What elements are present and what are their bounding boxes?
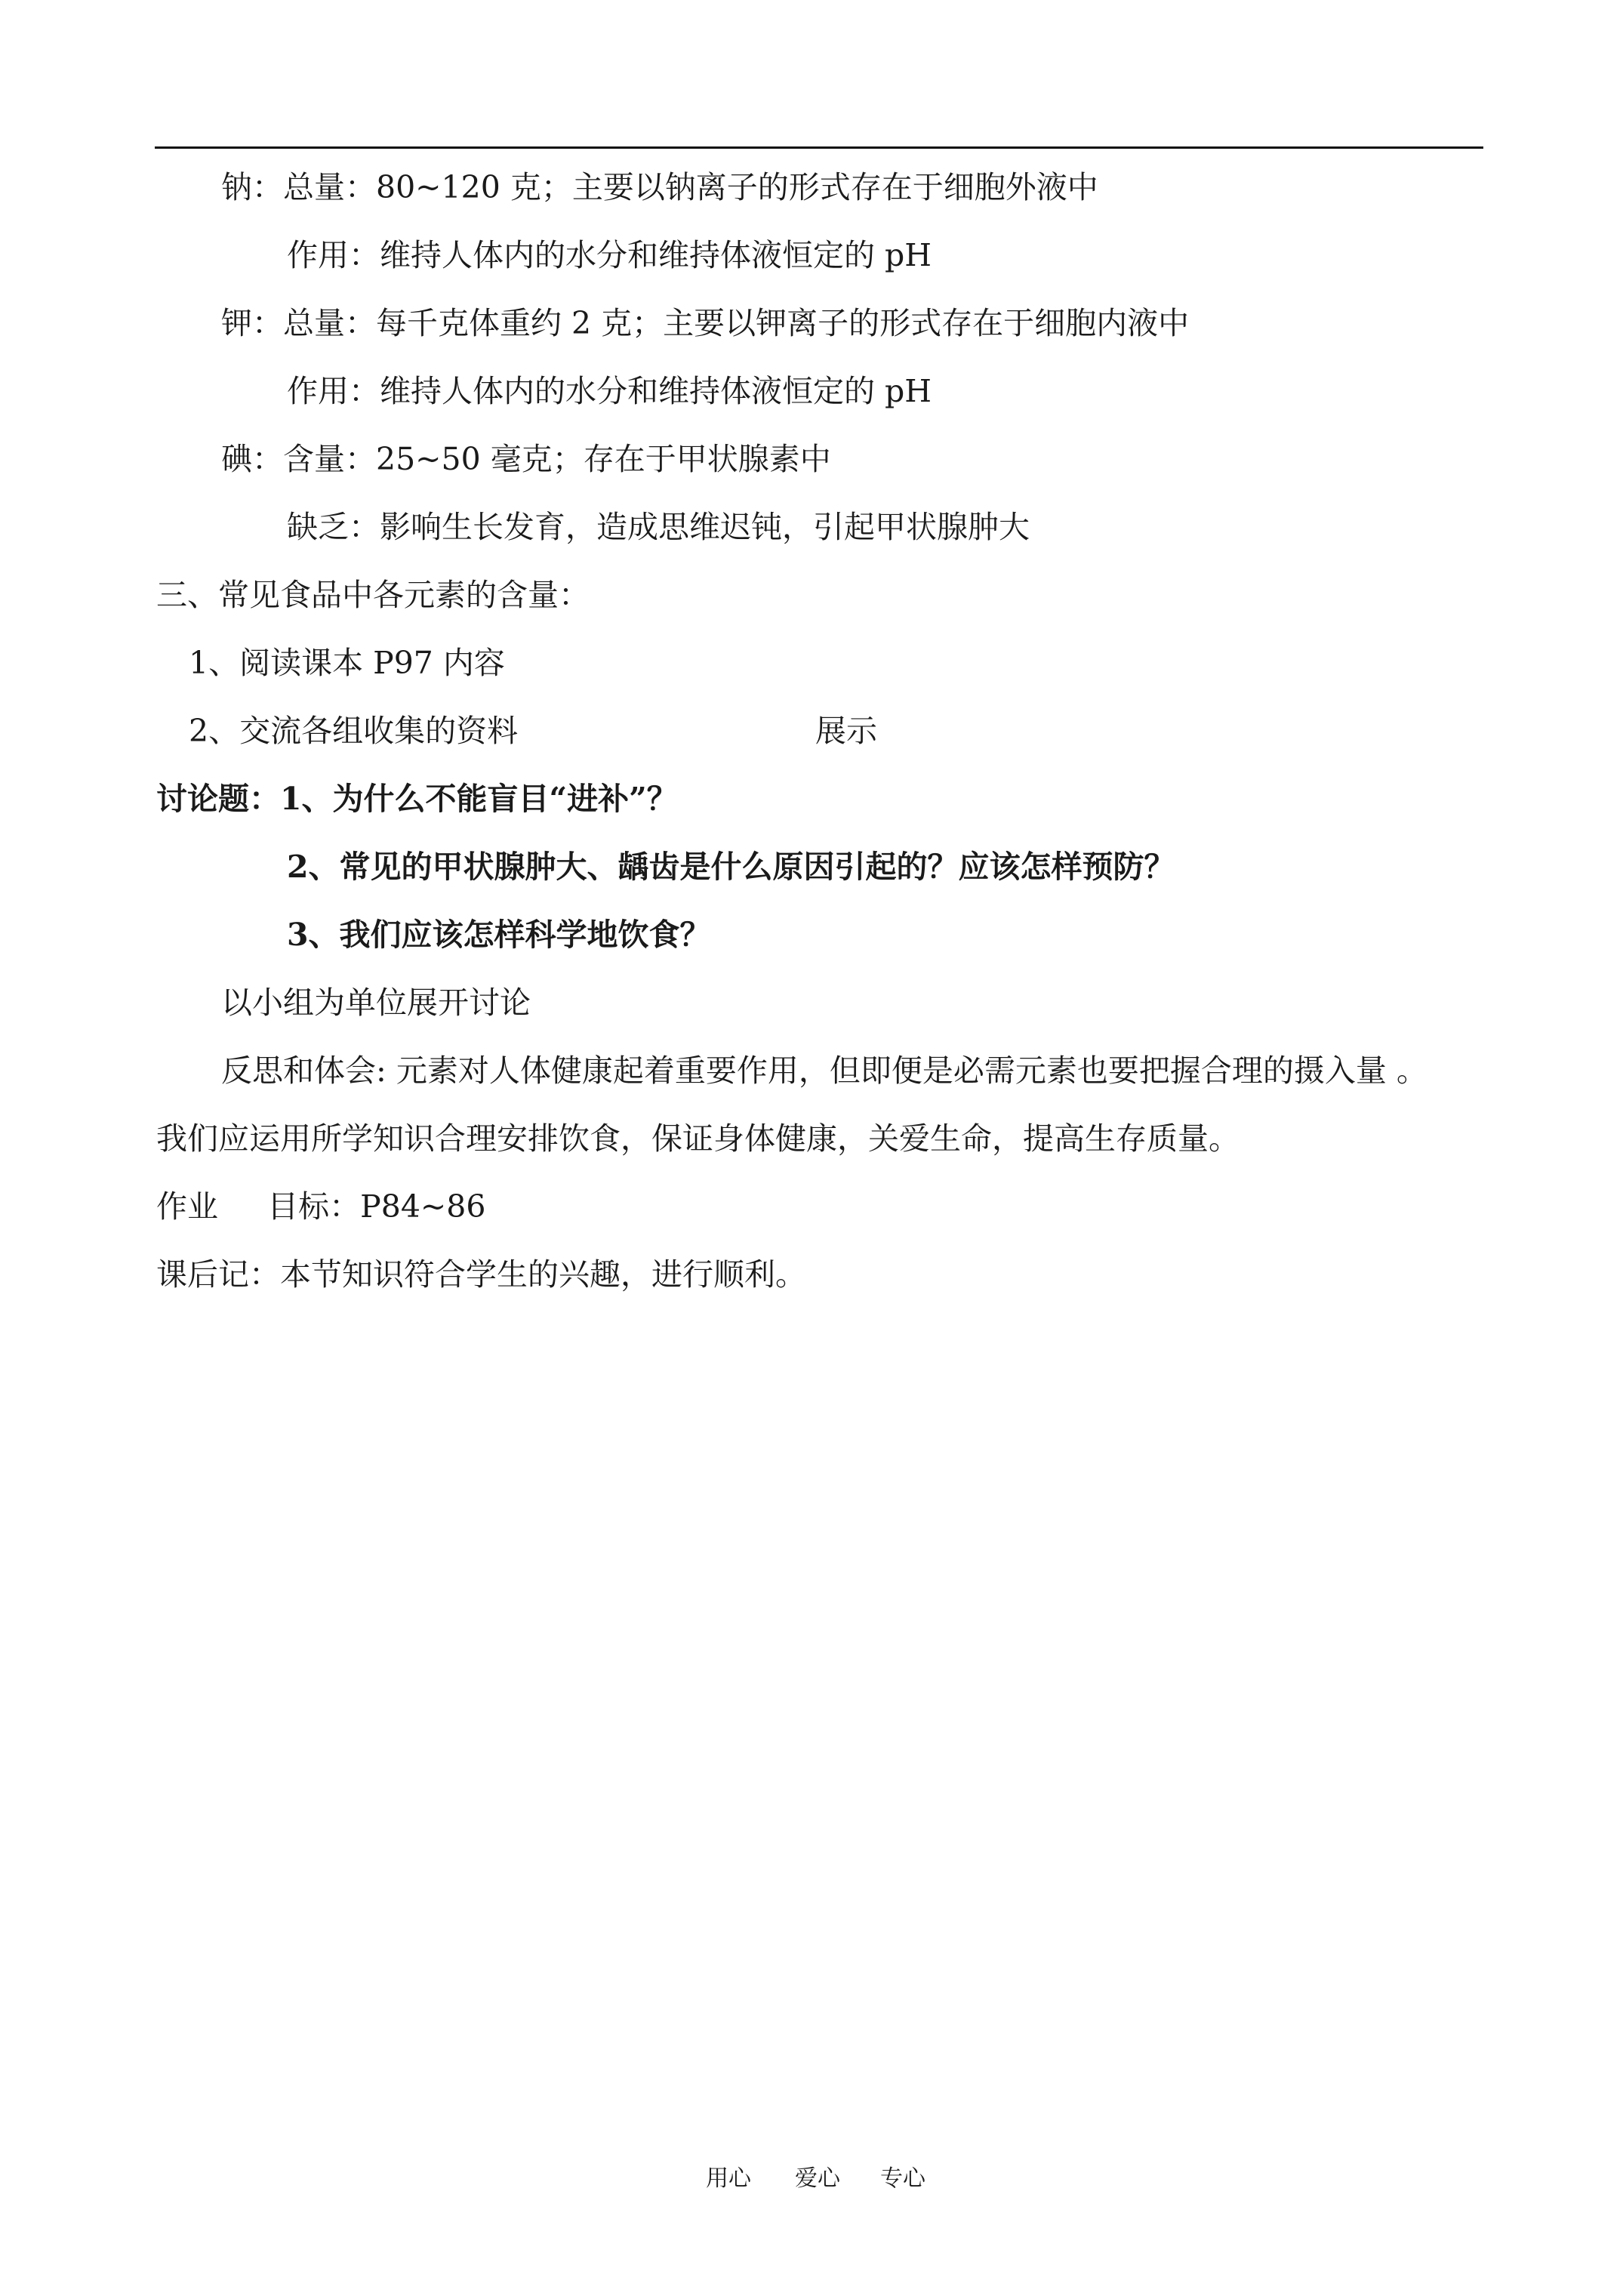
- group-discussion-line: 以小组为单位展开讨论: [221, 985, 531, 1021]
- item-1-line: 1、阅读课本 P97 内容: [189, 645, 505, 681]
- potassium-total-line: 钾：总量：每千克体重约 2 克；主要以钾离子的形式存在于细胞内液中: [221, 305, 1190, 341]
- footer-part-1: 用心: [706, 2165, 751, 2192]
- potassium-function-line: 作用：维持人体内的水分和维持体液恒定的 pH: [287, 373, 932, 409]
- reflection-line-1: 反思和体会: 元素对人体健康起着重要作用，但即便是必需元素也要把握合理的摄入量 。: [221, 1052, 1427, 1089]
- item-2-show-label: 展示: [815, 713, 877, 749]
- homework-line: 作业 目标：P84~86: [156, 1188, 486, 1225]
- header-rule: [155, 146, 1483, 149]
- discussion-question-2: 2、常见的甲状腺肿大、龋齿是什么原因引起的？应该怎样预防？: [287, 849, 1175, 885]
- discussion-question-1: 讨论题：1、为什么不能盲目“进补”？: [156, 781, 678, 817]
- reflection-line-2: 我们应运用所学知识合理安排饮食，保证身体健康，关爱生命，提高生存质量。: [156, 1120, 1240, 1157]
- iodine-content-line: 碘：含量：25~50 毫克；存在于甲状腺素中: [221, 441, 831, 477]
- footer-part-3: 专心: [880, 2165, 925, 2192]
- section-3-heading: 三、常见食品中各元素的含量：: [156, 577, 590, 613]
- discussion-question-3: 3、我们应该怎样科学地饮食？: [287, 917, 711, 953]
- sodium-function-line: 作用：维持人体内的水分和维持体液恒定的 pH: [287, 237, 932, 273]
- iodine-deficiency-line: 缺乏：影响生长发育，造成思维迟钝，引起甲状腺肿大: [287, 509, 1030, 545]
- after-class-note: 课后记：本节知识符合学生的兴趣，进行顺利。: [156, 1256, 806, 1293]
- footer-part-2: 爱心: [795, 2165, 840, 2192]
- sodium-total-line: 钠：总量：80~120 克；主要以钠离子的形式存在于细胞外液中: [221, 169, 1098, 205]
- item-2-line: 2、交流各组收集的资料: [189, 713, 519, 749]
